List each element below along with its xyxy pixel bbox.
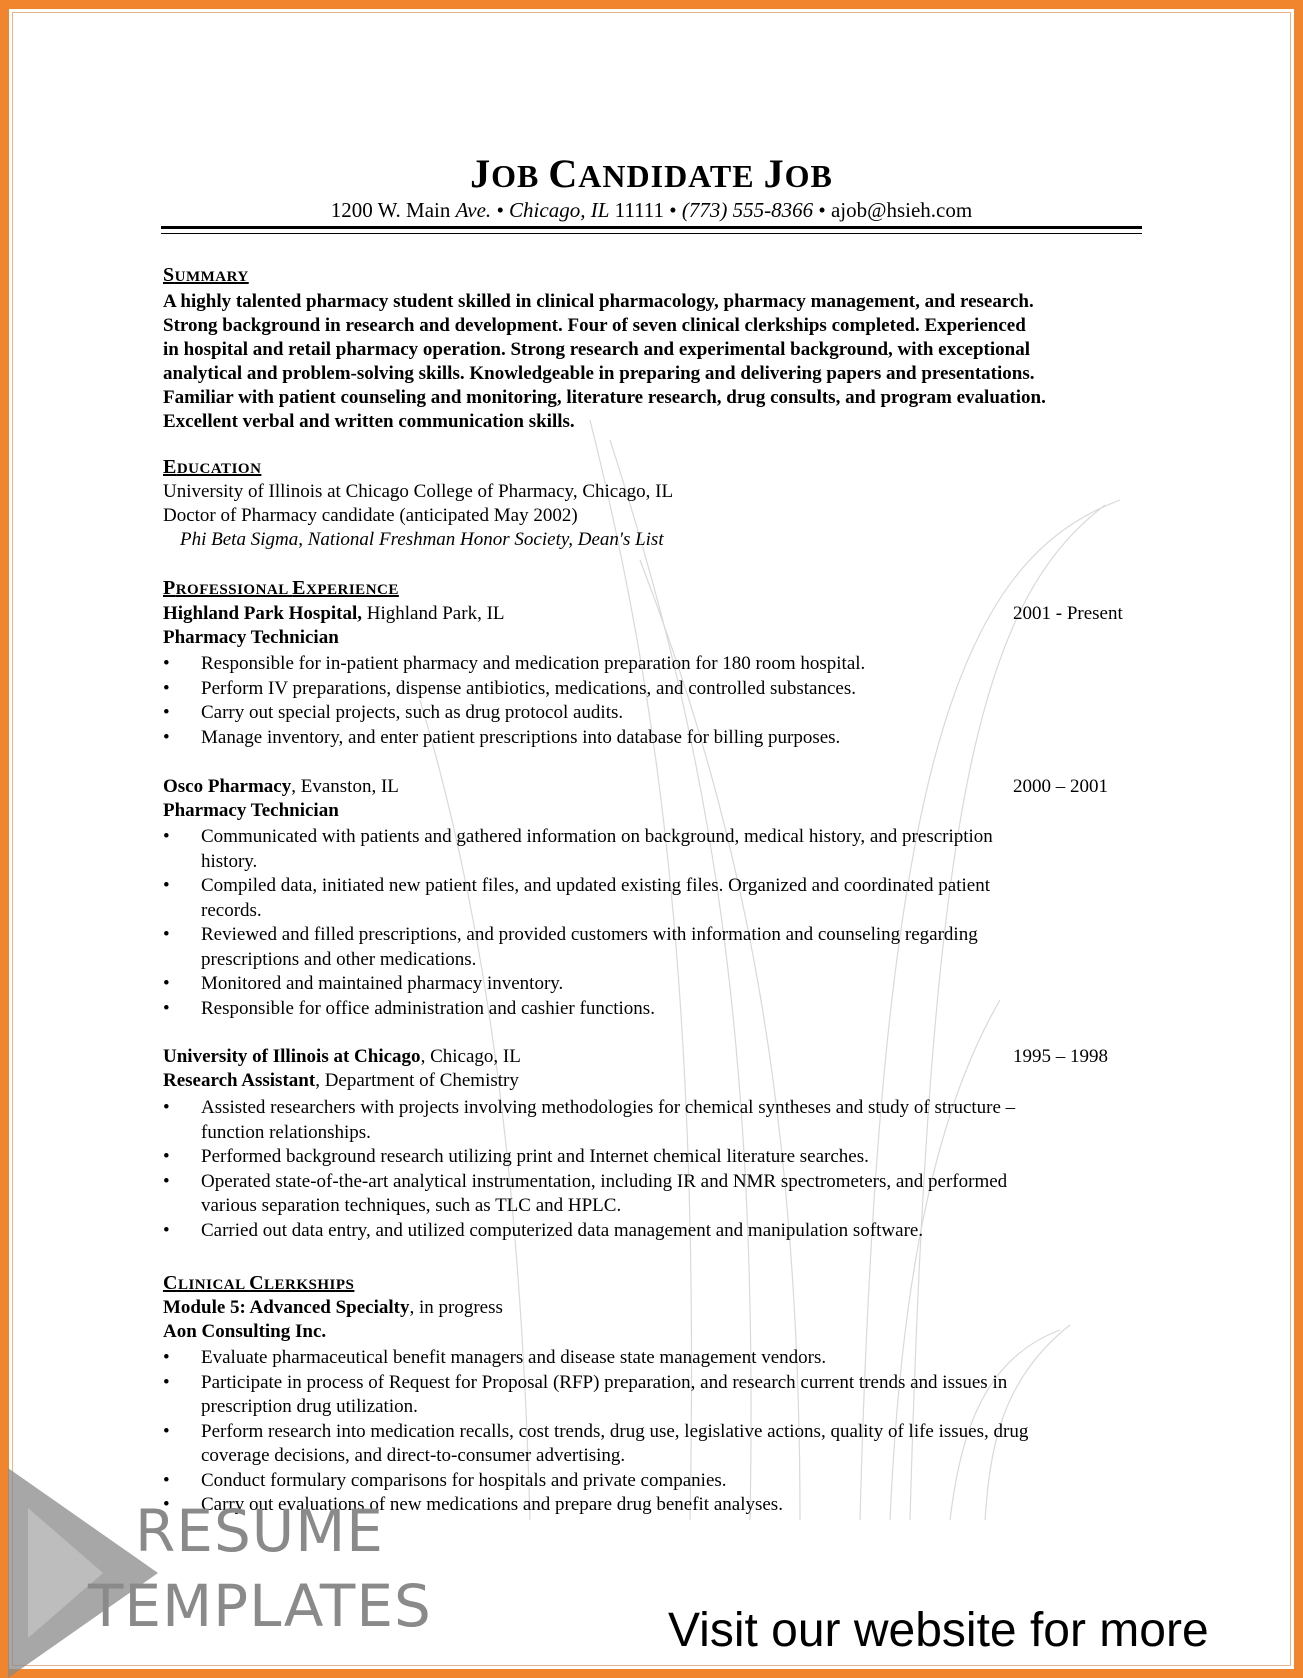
education-degree: Doctor of Pharmacy candidate (anticipated May 2002) xyxy=(163,505,578,526)
clerkships-heading: CLINICAL CLERKSHIPS xyxy=(163,1272,355,1294)
list-item: • Communicated with patients and gathered information on background, medical history, and prescription history. xyxy=(163,825,1113,874)
list-item: • Monitored and maintained pharmacy inventory. xyxy=(163,972,1113,997)
list-item: • Evaluate pharmaceutical benefit managers and disease state management vendors. xyxy=(163,1346,1113,1371)
list-item: • Conduct formulary comparisons for hospitals and private companies. xyxy=(163,1469,1113,1494)
list-item: • Performed background research utilizing print and Internet chemical literature searches. xyxy=(163,1145,1113,1170)
education-honors: Phi Beta Sigma, National Freshman Honor Society, Dean's List xyxy=(180,529,664,550)
summary-heading: SUMMARY xyxy=(163,264,249,286)
list-item: • Carry out special projects, such as drug protocol audits. xyxy=(163,701,1113,726)
job-1-employer: Highland Park Hospital, Highland Park, IL xyxy=(163,603,505,624)
list-item: • Perform research into medication recalls, cost trends, drug use, legislative actions, quality of life issues, drug coverage decisions, and direct-to-consumer advertising. xyxy=(163,1420,1113,1469)
candidate-name: JOB CANDIDATE JOB xyxy=(470,151,833,196)
list-item: • Responsible for in-patient pharmacy and medication preparation for 180 room hospital. xyxy=(163,652,1113,677)
list-item: • Manage inventory, and enter patient prescriptions into database for billing purposes. xyxy=(163,726,1113,751)
job-2-title: Pharmacy Technician xyxy=(163,800,339,821)
visit-website-link[interactable]: Visit our website for more xyxy=(668,1604,1209,1657)
clerkship-module: Module 5: Advanced Specialty, in progress xyxy=(163,1297,503,1318)
job-1-title: Pharmacy Technician xyxy=(163,627,339,648)
job-1-duties xyxy=(163,652,1113,750)
job-3-title: Research Assistant, Department of Chemistry xyxy=(163,1070,519,1091)
job-3-dates: 1995 – 1998 xyxy=(1013,1046,1108,1067)
job-2-dates: 2000 – 2001 xyxy=(1013,776,1108,797)
job-1-dates: 2001 - Present xyxy=(1013,603,1123,624)
list-item: • Participate in process of Request for Proposal (RFP) preparation, and research current trends and issues in prescription drug utilization. xyxy=(163,1371,1113,1420)
job-3-employer: University of Illinois at Chicago, Chicago, IL xyxy=(163,1046,521,1067)
list-item: • Carry out evaluations of new medications and prepare drug benefit analyses. xyxy=(163,1493,1113,1518)
summary-text: A highly talented pharmacy student skilled in clinical pharmacology, pharmacy management, and research. Strong background in research and development. Four of seven clinical clerkships completed. Experienced in hospital and retail pharmacy operation. Strong research and experimental background, with exceptional analytical and problem-solving skills. Knowledgeable in preparing and delivering papers and presentations. Familiar with patient counseling and monitoring, literature research, drug consults, and program evaluation. Excellent verbal and written communication skills. xyxy=(163,291,1046,432)
job-2-employer: Osco Pharmacy, Evanston, IL xyxy=(163,776,399,797)
header-rule-thick xyxy=(161,226,1142,229)
list-item: • Carried out data entry, and utilized computerized data management and manipulation software. xyxy=(163,1219,1113,1244)
contact-line: 1200 W. Main Ave. • Chicago, IL 11111 • (773) 555-8366 • ajob@hsieh.com xyxy=(330,198,973,222)
list-item: • Compiled data, initiated new patient files, and updated existing files. Organized and coordinated patient records. xyxy=(163,874,1113,923)
watermark-templates: TEMPLATES xyxy=(88,1572,432,1640)
list-item: • Perform IV preparations, dispense antibiotics, medications, and controlled substances. xyxy=(163,677,1113,702)
header-rule-thin xyxy=(161,233,1142,234)
list-item: • Reviewed and filled prescriptions, and provided customers with information and counseling regarding prescriptions and other medications. xyxy=(163,923,1113,972)
watermark-resume: RESUME xyxy=(135,1497,384,1565)
list-item: • Assisted researchers with projects involving methodologies for chemical syntheses and study of structure – function relationships. xyxy=(163,1096,1113,1145)
clerkship-duties xyxy=(163,1346,1113,1518)
education-school: University of Illinois at Chicago College of Pharmacy, Chicago, IL xyxy=(163,481,674,502)
job-2-duties xyxy=(163,825,1113,1021)
list-item: • Responsible for office administration and cashier functions. xyxy=(163,997,1113,1022)
job-3-duties xyxy=(163,1096,1113,1243)
experience-heading: PROFESSIONAL EXPERIENCE xyxy=(163,577,399,599)
clerkship-company: Aon Consulting Inc. xyxy=(163,1321,327,1342)
list-item: • Operated state-of-the-art analytical instrumentation, including IR and NMR spectrometers, and performed various separation techniques, such as TLC and HPLC. xyxy=(163,1170,1113,1219)
education-heading: EDUCATION xyxy=(163,456,262,478)
